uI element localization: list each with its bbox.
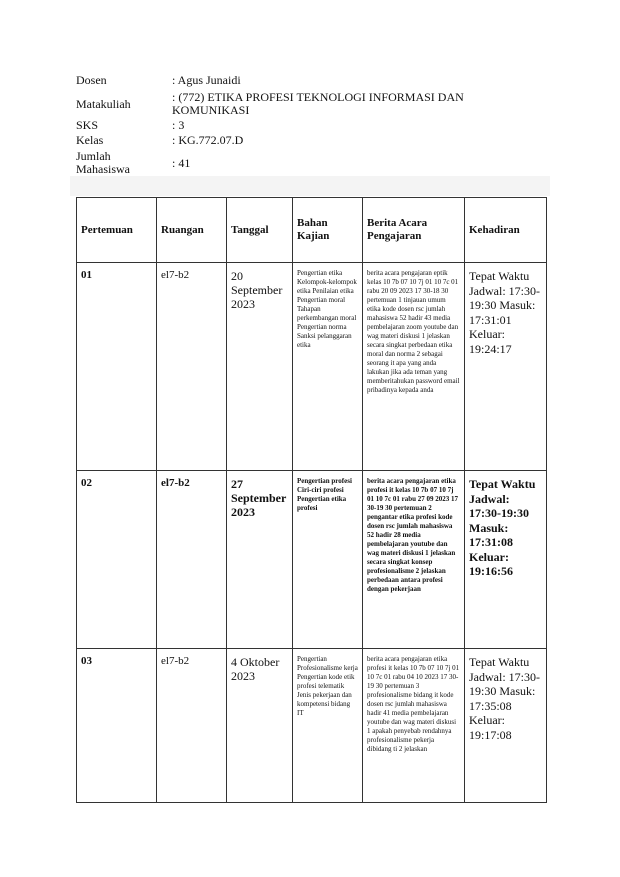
header-bahan: Bahan Kajian <box>293 198 363 263</box>
tanggal-cell: 20 September 2023 <box>227 263 293 471</box>
bahan-cell: Pengertian etika Kelompok-kelompok etika Penilaian etika Pengertian moral Tahapan perkembangan moral Pengertian norma Sanksi pelanggaran etika <box>293 263 363 471</box>
jumlah-value: : 41 <box>172 155 191 170</box>
sks-value: : 3 <box>172 118 185 132</box>
dosen-row <box>76 74 546 89</box>
tanggal-cell: 4 Oktober 2023 <box>227 649 293 803</box>
bahan-cell: Pengertian Profesionalisme kerja Pengertian kode etik profesi telematik Jenis pekerjaan dan kompetensi bidang IT <box>293 649 363 803</box>
matakuliah-row <box>76 89 546 119</box>
kelas-value: : KG.772.07.D <box>172 133 244 147</box>
ruangan-cell: el7-b2 <box>157 263 227 471</box>
kelas-row <box>76 134 546 149</box>
berita-cell: berita acara pengajaran etika profesi it kelas 10 7b 07 10 7j 01 10 7c 01 rabu 27 09 2023 17 30-19 30 pertemuan 2 pengantar etika profesi kode dosen rsc jumlah mahasiswa 52 hadir 28 media pembelajaran youtube dan wag materi diskusi 1 jelaskan secara singkat konsep profesionalisme 2 jelaskan perbedaan antara profesi dengan pekerjaan <box>363 471 465 649</box>
pertemuan-cell: 03 <box>77 649 157 803</box>
divider-band <box>70 176 550 196</box>
header-pertemuan: Pertemuan <box>77 198 157 263</box>
table-row <box>77 649 547 803</box>
table-header-row <box>77 198 547 263</box>
dosen-label: Dosen <box>76 73 107 87</box>
header-kehadiran: Kehadiran <box>465 198 547 263</box>
sks-label: SKS <box>76 118 99 132</box>
berita-cell: berita acara pengajaran etika profesi it kelas 10 7b 07 10 7j 01 10 7c 01 rabu 04 10 2023 17 30-19 30 pertemuan 3 profesionalisme bidang it kode dosen rsc jumlah mahasiswa hadir 41 media pembelajaran youtube dan wag materi diskusi 1 apakah penyebab rendahnya profesionalisme pekerja dibidang ti 2 jelaskan <box>363 649 465 803</box>
matakuliah-value: : (772) ETIKA PROFESI TEKNOLOGI INFORMASI DAN KOMUNIKASI <box>172 90 464 117</box>
header-ruangan: Ruangan <box>157 198 227 263</box>
tanggal-cell: 27 September 2023 <box>227 471 293 649</box>
bahan-cell: Pengertian profesi Ciri-ciri profesi Pengertian etika profesi <box>293 471 363 649</box>
dosen-value: : Agus Junaidi <box>172 73 241 87</box>
jumlah-label: Jumlah Mahasiswa <box>76 149 130 176</box>
sks-row <box>76 119 546 134</box>
header-berita: Berita Acara Pengajaran <box>363 198 465 263</box>
header-tanggal: Tanggal <box>227 198 293 263</box>
course-info <box>76 74 546 177</box>
ruangan-cell: el7-b2 <box>157 471 227 649</box>
table-row <box>77 263 547 471</box>
table-row <box>77 471 547 649</box>
kehadiran-cell: Tepat Waktu Jadwal: 17:30-19:30 Masuk: 17:31:01 Keluar: 19:24:17 <box>465 263 547 471</box>
pertemuan-cell: 01 <box>77 263 157 471</box>
kehadiran-cell: Tepat Waktu Jadwal: 17:30-19:30 Masuk: 17:31:08 Keluar: 19:16:56 <box>465 471 547 649</box>
matakuliah-label: Matakuliah <box>76 96 131 111</box>
kehadiran-cell: Tepat Waktu Jadwal: 17:30-19:30 Masuk: 17:35:08 Keluar: 19:17:08 <box>465 649 547 803</box>
berita-cell: berita acara pengajaran eptik kelas 10 7b 07 10 7j 01 10 7c 01 rabu 20 09 2023 17 30-18 30 pertemuan 1 tinjauan umum etika kode dosen rsc jumlah mahasiswa 52 hadir 43 media pembelajaran zoom youtube dan wag materi diskusi 1 jelaskan secara singkat perbedaan etika moral dan norma 2 sebagai seorang it apa yang anda lakukan jika ada teman yang memberitahukan password email pribadinya kepada anda <box>363 263 465 471</box>
ruangan-cell: el7-b2 <box>157 649 227 803</box>
pertemuan-cell: 02 <box>77 471 157 649</box>
journal-table <box>76 197 547 803</box>
kelas-label: Kelas <box>76 133 104 147</box>
jumlah-row <box>76 149 546 177</box>
